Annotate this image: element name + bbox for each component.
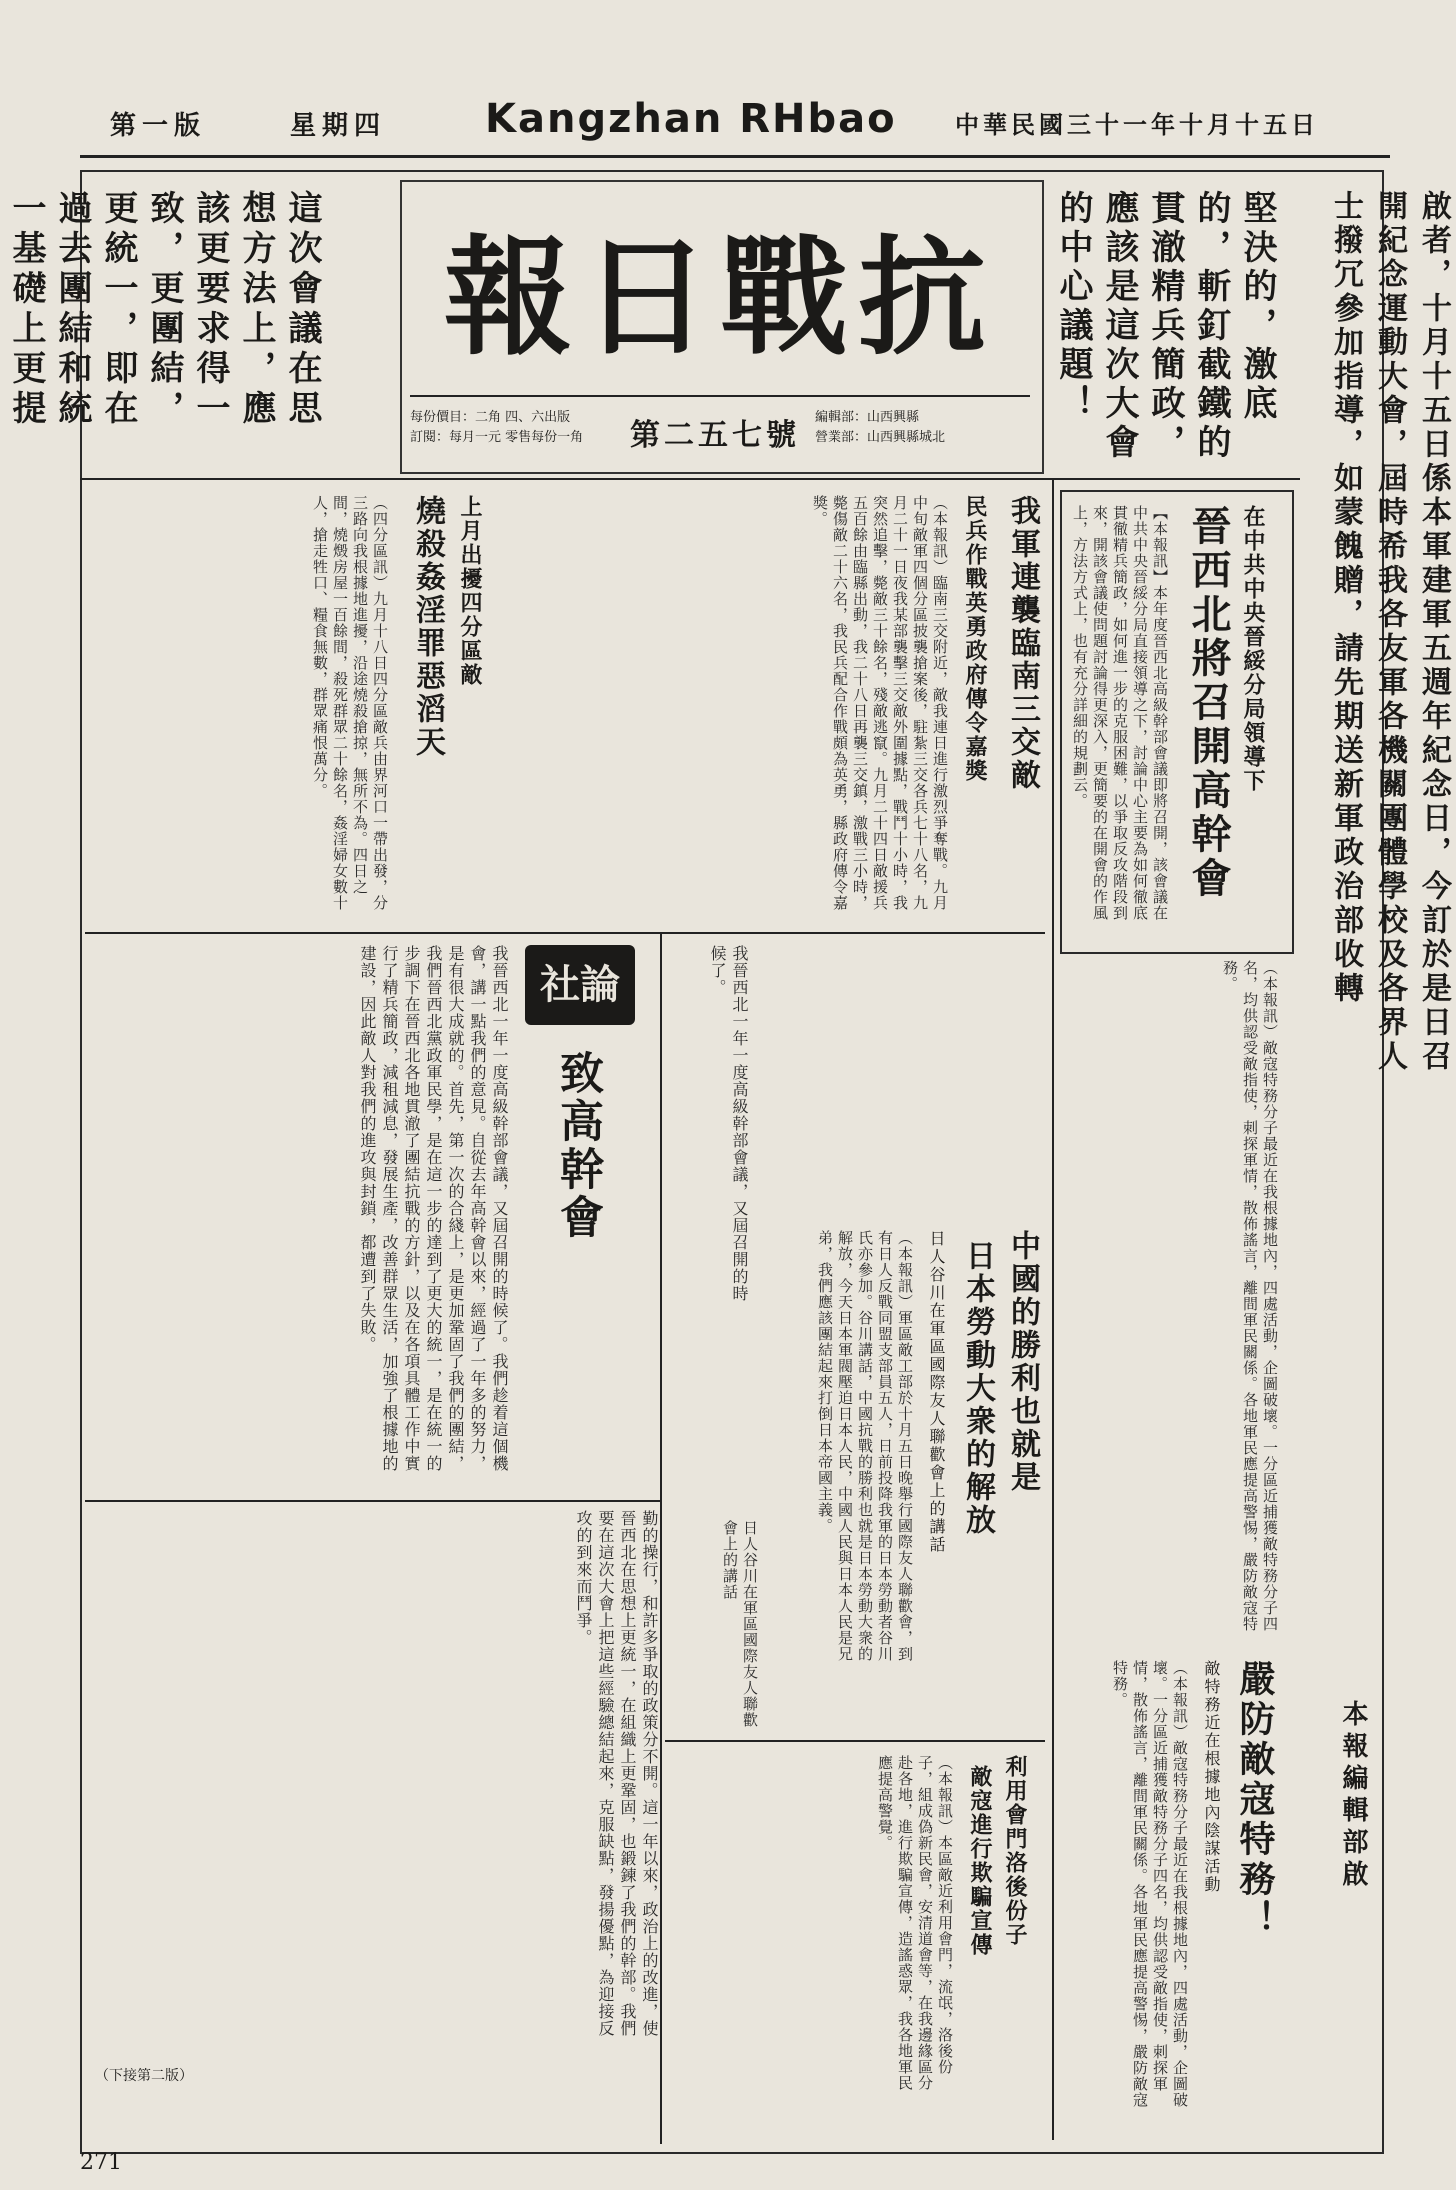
top-right-commentary: 堅決的，激底的，斬釘截鐵的貫澈精兵簡政，應該是這次大會的中心議題！ xyxy=(1053,190,1277,463)
cadre-meeting-body: 【本報訊】本年度晉西北高級幹部會議即將召開，該會議在中共中央晉綏分局直接領導之下，討論中心主要為如何徹底貫徹精兵簡政，如何進一步的克服困難，以爭取反攻階段到來，開該會議使問題討論得更深入，更簡要的在開會的作風上，方法方式上，也有充分詳細的規劃云。 xyxy=(1071,505,1169,921)
editorial-office: 編輯部：山西興縣 xyxy=(815,410,920,425)
issue-number-label: 第一版 xyxy=(110,111,207,141)
mid-lower-body: 日人谷川在軍區國際友人聯歡會上的講話 xyxy=(721,1520,759,1728)
nameplate-title: 抗戰日報 xyxy=(443,223,996,373)
defense-body: （本報訊）敵寇特務分子最近在我根據地內，四處活動，企圖破壞。一分區近捕獲敵特務分子四名，均供認受敵指使，刺探軍情，散佈謠言，離間軍民關係。各地軍民應提高警惕，嚴防敵寇特務。 xyxy=(1111,1660,1189,2108)
weekday-label: 星期四 xyxy=(290,111,387,141)
luoyang-top-rule xyxy=(665,1740,1045,1742)
business-office: 營業部：山西興縣城北 xyxy=(815,430,946,445)
editorial-tag: 社論 xyxy=(525,945,635,1025)
lower-left-rule xyxy=(85,1500,660,1502)
continuation-body: 勤的操行，和許多爭取的政策分不開。這一年以來，政治上的改進，使晉西北在思想上更統一，在組織上更鞏固，也鍛鍊了我們的幹部。我們要在這次大會上把這些經驗總結起來，克服缺點，發揚優點，為迎接反攻的到來而鬥爭。 xyxy=(574,1510,659,2037)
latin-title: Kangzhan RHbao xyxy=(485,96,897,142)
editorial-body: 我晉西北一年一度高級幹部會議，又屆召開的時候了。我們趁着這個機會，講一點我們的意見。自從去年高幹會以來，經過了一年多的努力，是有很大成就的。首先，第一次的合綫上，是更加鞏固了我們的團結，我們晉西北黨政軍民學，是在這一步的達到了更大的統一，是在統一的步調下在晉西北各地貫澈了團結抗戰的方針，以及在各項具體工作中實行了精兵簡政，減租減息，發展生產，改善群眾生活，加強了根據地的建設，因此敵人對我們的進攻與封鎖，都遭到了失敗。 xyxy=(358,945,509,1472)
district-headline-2: 燒殺姦淫罪惡滔天 xyxy=(410,495,445,759)
mid-rule-left xyxy=(85,932,1045,934)
publication-date: 中華民國三十一年十月十五日 xyxy=(955,110,1319,139)
continued-note: （下接第二版） xyxy=(95,2068,193,2084)
cadre-meeting-headline: 晉西北將召開高幹會 xyxy=(1185,505,1232,901)
publisher-info xyxy=(815,408,1035,448)
col-sep-1 xyxy=(1052,480,1054,2140)
battle-body: （本報訊）臨南三交附近，敵我連日進行激烈爭奪戰。九月中旬敵軍四個分區披襲搶案後，駐紮三交各兵七十八名，九月二十一日夜我某部襲擊三交敵外圍據點，戰鬥十小時，我突然追擊，斃敵三十餘名，殘敵逃竄。九月二十四日敵援兵五百餘由臨縣出動，我二十八日再襲三交鎮，激戰三小時，斃傷敵二十六名，我民兵配合作戰頗為英勇，縣政府傳令嘉獎。 xyxy=(811,495,949,911)
luoyang-body: （本報訊）本區敵近利用會門，流氓，洛後份子，組成偽新民會，安清道會等，在我邊緣區分赴各地，進行欺騙宣傳，造謠惑眾，我各地軍民應提高警覺。 xyxy=(876,1755,954,2091)
price-info xyxy=(410,408,620,448)
editorial-body-right: 我晉西北一年一度高級幹部會議，又屆召開的時候了。 xyxy=(708,945,749,1302)
cadre-meeting-overline: 在中共中央晉綏分局領導下 xyxy=(1240,505,1266,793)
japan-subhead: 日人谷川在軍區國際友人聯歡會上的講話 xyxy=(927,1230,946,1554)
editorial-title: 致高幹會 xyxy=(552,1050,603,1242)
district-body: （四分區訊）九月十八日四分區敵兵由界河口一帶出發，分三路向我根據地進擾，沿途燒殺搶掠，無所不為。四日之間，燒燬房屋一百餘間，殺死群眾二十餘名，姦淫婦女數十人，搶走牲口、糧食無數，群眾痛恨萬分。 xyxy=(311,495,389,911)
top-section-rule xyxy=(80,478,1300,480)
battle-headline: 我軍連襲臨南三交敵 xyxy=(1005,495,1040,792)
battle-subhead: 民兵作戰英勇政府傳令嘉獎 xyxy=(962,495,988,783)
japan-body: （本報訊）軍區敵工部於十月五日晚舉行國際友人聯歡會，到有日人反戰同盟支部員五人，日前投降我軍的日本勞動者谷川氏亦參加。谷川講話，中國抗戰的勝利也就是日本勞動大衆的解放，今天日本軍閥壓迫日本人民，中國人民與日本人民是兄弟，我們應該團結起來打倒日本帝國主義。 xyxy=(816,1230,914,1662)
luoyang-headline-2: 敵寇進行欺騙宣傳 xyxy=(967,1765,993,1957)
upper-right-body: （本報訊）敵寇特務分子最近在我根據地內，四處活動，企圖破壞。一分區近捕獲敵特務分子四名，均供認受敵指使，刺探軍情，散佈謠言，離間軍民關係。各地軍民應提高警惕，嚴防敵寇特務。 xyxy=(1221,960,1279,1632)
masthead-rule xyxy=(80,155,1390,158)
top-left-commentary: 這次會議在思想方法上，應該更要求得一致，更團結，更統一，即在過去團結和統一基礎上更提 xyxy=(6,190,322,430)
price-line: 每份價目：二角 四、六出版 xyxy=(410,410,571,425)
japan-headline-2: 日本勞動大衆的解放 xyxy=(960,1240,995,1537)
defense-headline: 嚴防敵寇特務！ xyxy=(1234,1660,1276,1940)
issue-number: 第二五七號 xyxy=(630,418,800,453)
japan-headline-1: 中國的勝利也就是 xyxy=(1005,1230,1040,1494)
page-number: 271 xyxy=(80,2150,122,2175)
announcement-signature: 本報編輯部啟 xyxy=(1338,1700,1368,1892)
anniversary-announcement: 啟者，十月十五日係本軍建軍五週年紀念日，今訂於是日召開紀念運動大會，屆時希我各友軍各機關團體學校及各界人士撥冗參加指導，如蒙餽贈，請先期送新軍政治部收轉 xyxy=(1328,190,1451,1074)
district-headline-1: 上月出擾四分區敵 xyxy=(457,495,483,687)
defense-subhead: 敵特務近在根據地內陰謀活動 xyxy=(1202,1660,1221,1894)
col-sep-2 xyxy=(660,934,662,2144)
nameplate-divider xyxy=(410,395,1030,397)
luoyang-headline-1: 利用會門洛後份子 xyxy=(1002,1755,1028,1947)
subscription-line: 訂閱：每月一元 零售每份一角 xyxy=(410,430,584,445)
